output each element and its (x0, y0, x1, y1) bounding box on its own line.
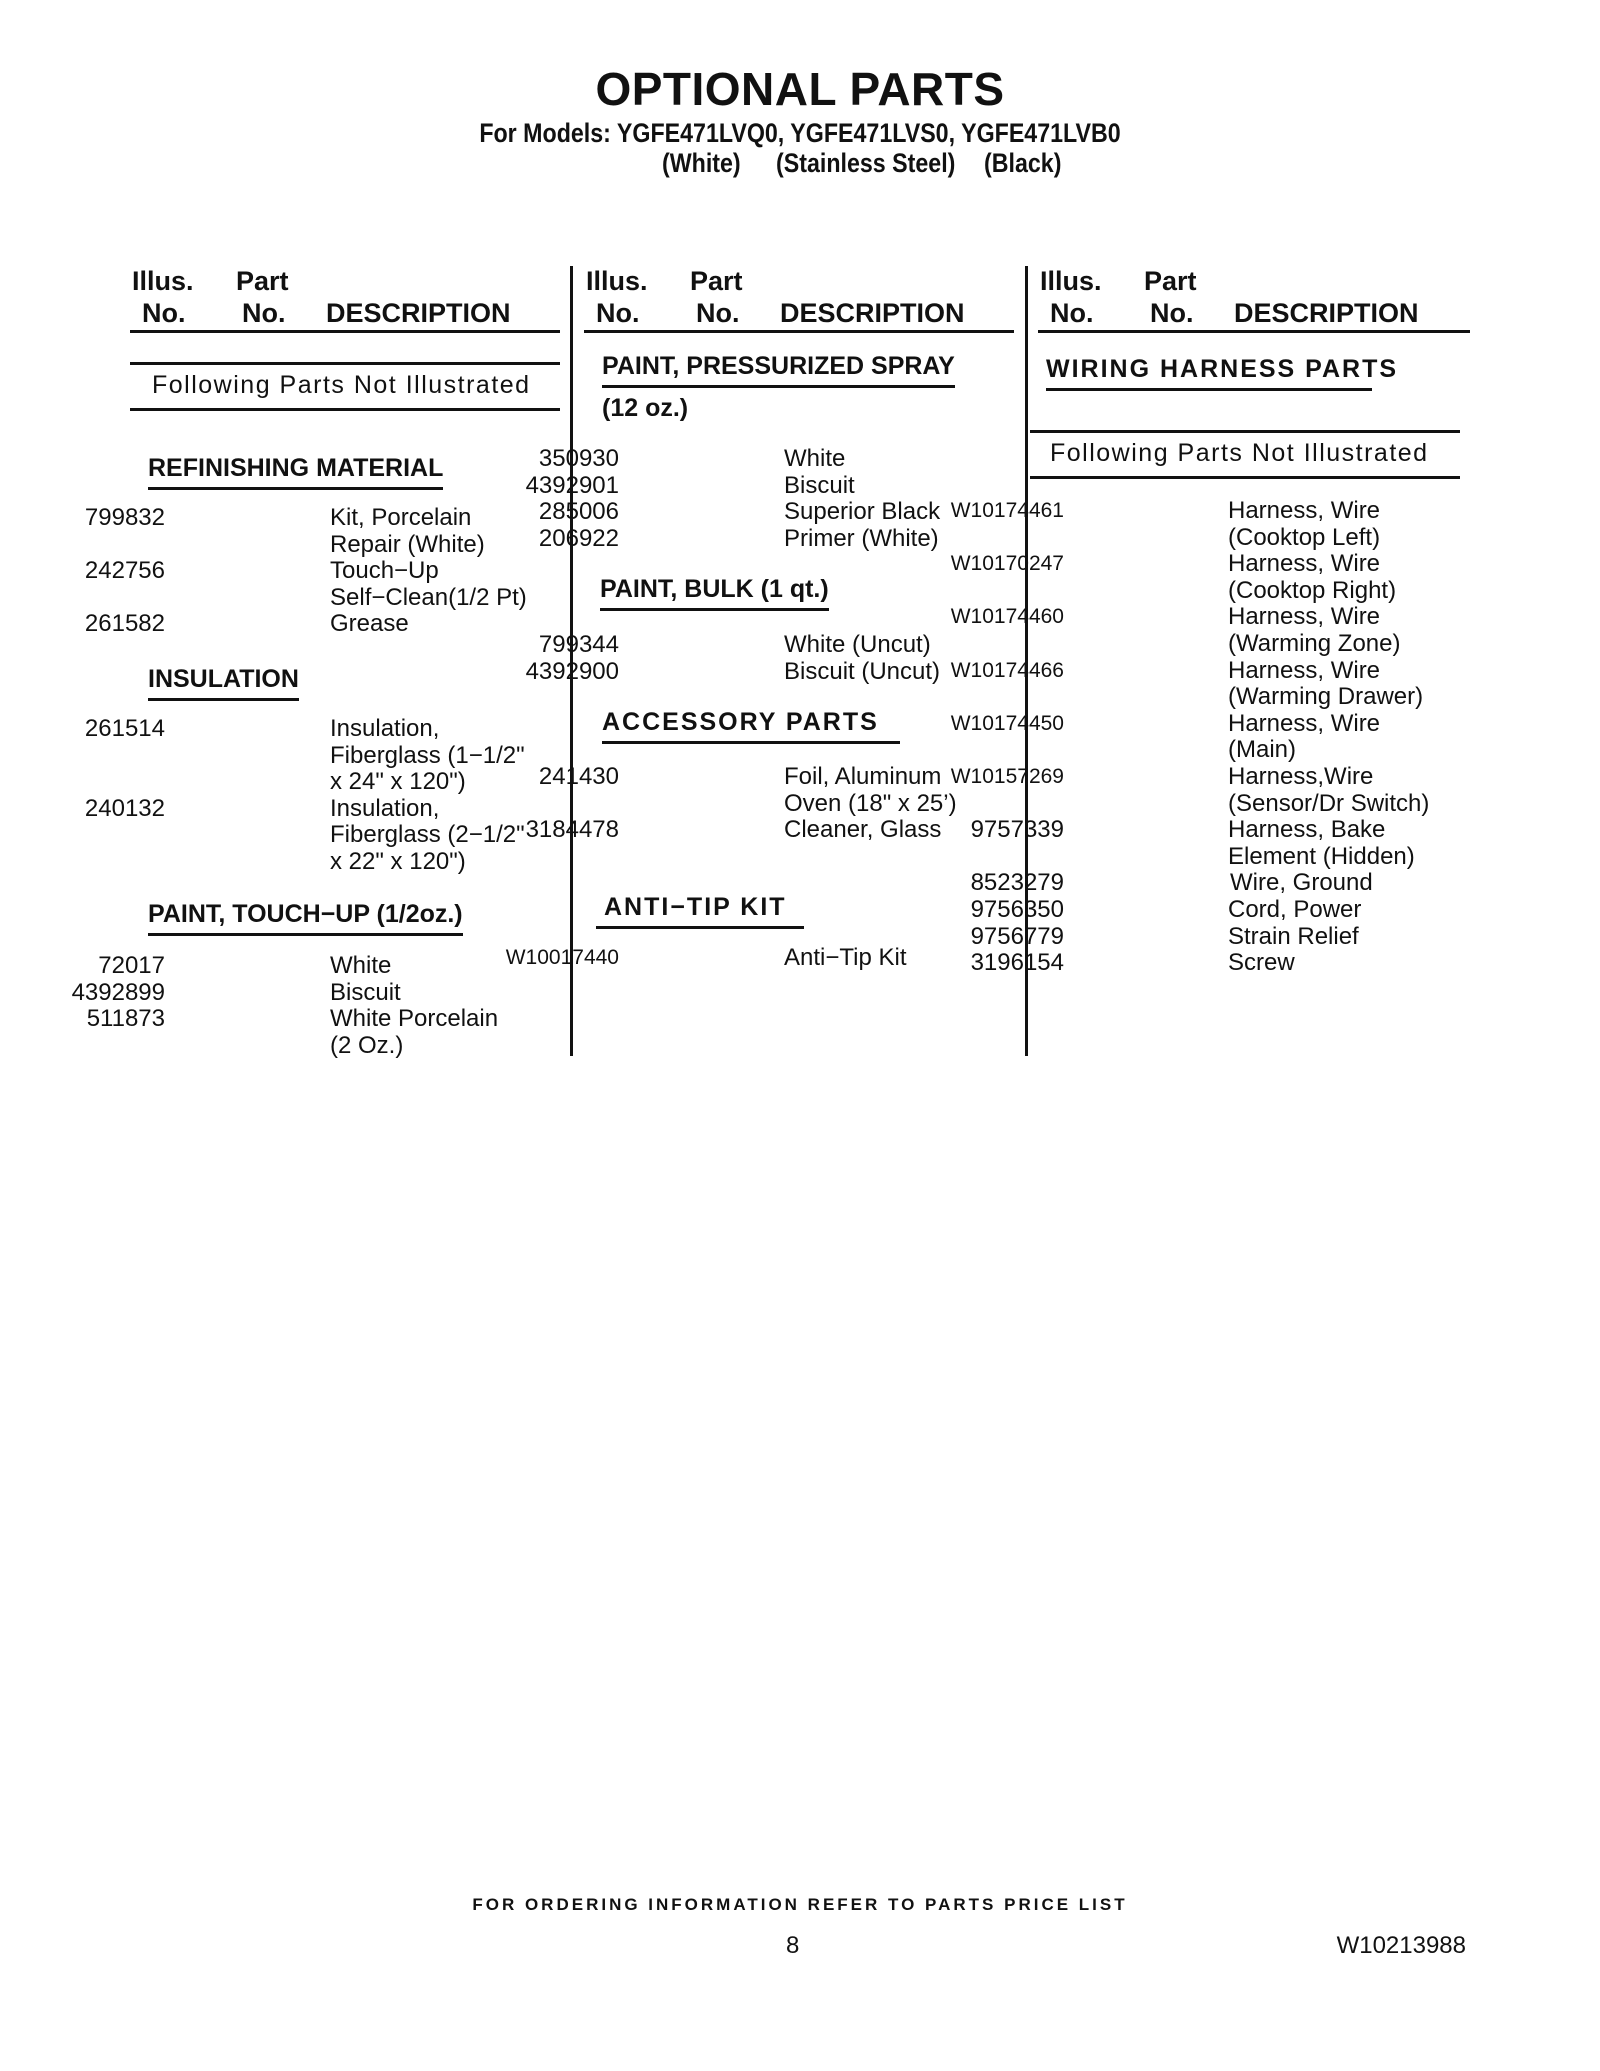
list-item (970, 922, 1470, 951)
list-item (950, 709, 1470, 764)
section-title-touchup: PAINT, TOUCH−UP (1/2oz.) (148, 900, 463, 936)
list-item (970, 816, 1470, 870)
list-item (505, 944, 1012, 972)
part-number: W10174450 (950, 711, 1064, 735)
list-item (71, 978, 558, 1007)
part-number: 799344 (538, 631, 619, 658)
section-title-wiring: WIRING HARNESS PARTS (1046, 355, 1372, 391)
list-item (86, 1005, 558, 1059)
part-description: Harness, Wire (Cooktop Right) (1228, 550, 1397, 604)
part-label: Part (690, 266, 743, 296)
part-description: White (784, 445, 846, 472)
part-description: White (Uncut) (784, 631, 931, 658)
part-no-label: No. (1150, 298, 1194, 328)
part-description: Wire, Ground (1230, 869, 1373, 897)
illus-no-label: No. (596, 298, 640, 328)
part-description: Touch−Up Self−Clean(1/2 Pt) (330, 557, 527, 611)
part-description: Screw (1228, 949, 1295, 977)
part-number: 3196154 (970, 949, 1064, 977)
part-number: 285006 (538, 498, 619, 526)
section-title-refinishing: REFINISHING MATERIAL (148, 454, 443, 490)
part-description: Harness, Wire (Cooktop Left) (1228, 497, 1381, 551)
col1-header (132, 266, 562, 332)
part-number: 8523279 (970, 869, 1064, 897)
part-description: Anti−Tip Kit (784, 944, 907, 971)
part-description: Harness, Wire (Warming Drawer) (1228, 656, 1424, 711)
part-description: Grease (330, 610, 409, 638)
section-title-insulation: INSULATION (148, 665, 299, 701)
page-number: 8 (786, 1932, 800, 1959)
part-description: Harness, Wire (Warming Zone) (1228, 603, 1401, 657)
part-description: Harness, Wire (Main) (1228, 709, 1381, 764)
part-description: Harness,Wire (Sensor/Dr Switch) (1228, 762, 1430, 817)
part-number: 206922 (538, 524, 619, 552)
part-number: 242756 (84, 557, 165, 585)
part-number: 261514 (84, 715, 165, 742)
list-item (525, 816, 1012, 844)
list-item (950, 603, 1470, 657)
col1-header-rule (130, 330, 560, 333)
description-label: DESCRIPTION (780, 298, 965, 328)
part-description: Biscuit (330, 978, 401, 1006)
list-item (538, 445, 1012, 473)
illus-no-label: No. (142, 298, 186, 328)
page-title: OPTIONAL PARTS (595, 63, 1005, 115)
part-number: 350930 (538, 445, 619, 472)
list-item (525, 471, 1012, 500)
part-description: Biscuit (Uncut) (784, 657, 941, 685)
part-description: Primer (White) (784, 524, 939, 552)
part-number: 9757339 (970, 816, 1064, 844)
list-item (84, 610, 558, 638)
description-label: DESCRIPTION (326, 298, 511, 328)
list-wiring (950, 497, 1470, 977)
part-number: 4392900 (525, 657, 619, 685)
section-title-spray-line1: PAINT, PRESSURIZED SPRAY (602, 352, 955, 388)
part-label: Part (1144, 266, 1197, 296)
list-item (84, 794, 558, 876)
part-description: Insulation, Fiberglass (2−1/2" x 22" x 120") (330, 794, 525, 875)
section-title-bulk: PAINT, BULK (1 qt.) (600, 575, 829, 611)
part-description: Kit, Porcelain Repair (White) (330, 504, 485, 558)
col3-header (1040, 266, 1470, 332)
section-title-accessory: ACCESSORY PARTS (602, 708, 900, 744)
part-number: 4392899 (71, 978, 165, 1006)
part-description: White Porcelain (2 Oz.) (330, 1005, 499, 1059)
part-no-label: No. (242, 298, 286, 328)
not-illustrated-note: Following Parts Not Illustrated (1030, 430, 1460, 479)
list-insulation (84, 715, 558, 876)
list-item (950, 550, 1470, 604)
list-touchup (71, 952, 558, 1059)
illus-label: Illus. (1040, 266, 1102, 296)
part-number: 511873 (86, 1005, 165, 1033)
part-number: W10174460 (950, 605, 1064, 629)
color-stainless: (Stainless Steel) (776, 148, 956, 178)
part-description: Harness, Bake Element (Hidden) (1228, 816, 1415, 870)
part-number: W10170247 (950, 552, 1064, 576)
color-white: (White) (662, 148, 741, 178)
section-title-spray (602, 352, 982, 423)
list-refinishing (84, 504, 558, 638)
illus-no-label: No. (1050, 298, 1094, 328)
part-number: 240132 (84, 794, 165, 822)
list-item (950, 656, 1470, 711)
part-description: White (330, 952, 392, 979)
list-item (950, 497, 1470, 551)
model-colors (0, 148, 1600, 182)
part-number: 9756350 (970, 895, 1064, 923)
part-number: W10174461 (950, 499, 1064, 522)
part-no-label: No. (696, 298, 740, 328)
part-description: Strain Relief (1228, 922, 1359, 950)
part-number: 241430 (538, 763, 619, 790)
part-description: Foil, Aluminum Oven (18" x 25’) (784, 763, 957, 817)
col3-header-rule (1038, 330, 1470, 333)
part-number: W10174466 (950, 658, 1064, 682)
part-description: Insulation, Fiberglass (1−1/2" x 24" x 120") (330, 715, 525, 796)
list-item (970, 895, 1470, 924)
models-subtitle: For Models: YGFE471LVQ0, YGFE471LVS0, YGFE471LVB0 (479, 118, 1121, 148)
part-description: Biscuit (784, 471, 855, 499)
ordering-info-footer: FOR ORDERING INFORMATION REFER TO PARTS PRICE LIST (472, 1895, 1128, 1914)
part-number: 4392901 (525, 471, 619, 499)
part-number: W10157269 (950, 764, 1064, 788)
illus-label: Illus. (586, 266, 648, 296)
col2-header-rule (584, 330, 1014, 333)
part-description: Superior Black (784, 498, 941, 526)
part-number: 799832 (84, 504, 165, 531)
list-antitip (505, 944, 1012, 972)
list-item (84, 557, 558, 611)
part-number: 72017 (98, 952, 165, 979)
list-item (84, 715, 558, 796)
list-item (538, 524, 1012, 553)
part-label: Part (236, 266, 289, 296)
list-item (84, 504, 558, 558)
col2-header (586, 266, 1016, 332)
illus-label: Illus. (132, 266, 194, 296)
document-number: W10213988 (1336, 1932, 1466, 1959)
description-label: DESCRIPTION (1234, 298, 1419, 328)
part-number: 3184478 (525, 816, 619, 844)
list-item (98, 952, 558, 980)
list-item (950, 762, 1470, 817)
part-number: 261582 (84, 610, 165, 638)
part-number: 9756779 (970, 922, 1064, 950)
color-black: (Black) (984, 148, 1062, 178)
part-description: Cord, Power (1228, 895, 1362, 923)
part-number: W10017440 (505, 946, 619, 969)
part-description: Cleaner, Glass (784, 816, 942, 844)
section-title-antitip: ANTI−TIP KIT (596, 893, 804, 929)
list-item (970, 949, 1470, 977)
section-title-spray-line2: (12 oz.) (602, 394, 689, 422)
list-item (538, 631, 1012, 659)
not-illustrated-note: Following Parts Not Illustrated (130, 362, 560, 411)
list-item (970, 869, 1470, 897)
